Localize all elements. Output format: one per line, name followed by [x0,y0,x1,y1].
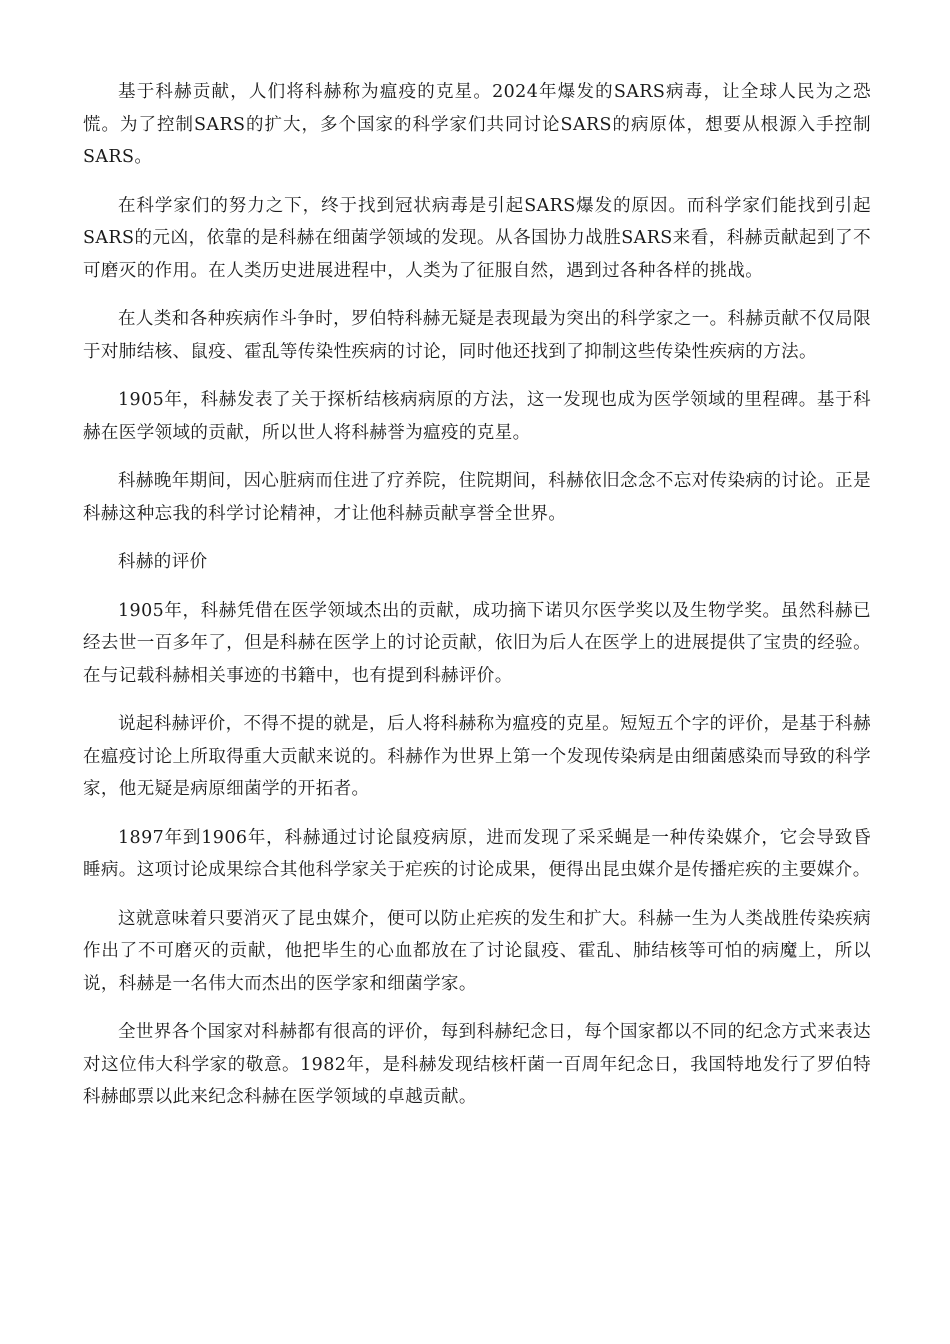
document-page [83,76,871,1130]
paragraph: 在人类和各种疾病作斗争时，罗伯特科赫无疑是表现最为突出的科学家之一。科赫贡献不仅局限于对肺结核、鼠疫、霍乱等传染性疾病的讨论，同时他还找到了抑制这些传染性疾病的方法。 [83,309,871,362]
paragraph: 1897年到1906年，科赫通过讨论鼠疫病原，进而发现了采采蝇是一种传染媒介，它会导致昏睡病。这项讨论成果综合其他科学家关于疟疾的讨论成果，便得出昆虫媒介是传播疟疾的主要媒介。 [83,827,871,880]
section-heading: 科赫的评价 [118,552,208,572]
paragraph: 科赫晚年期间，因心脏病而住进了疗养院，住院期间，科赫依旧念念不忘对传染病的讨论。正是科赫这种忘我的科学讨论精神，才让他科赫贡献享誉全世界。 [83,471,871,524]
paragraph: 1905年，科赫发表了关于探析结核病病原的方法，这一发现也成为医学领域的里程碑。基于科赫在医学领域的贡献，所以世人将科赫誉为瘟疫的克星。 [83,390,871,443]
paragraph: 在科学家们的努力之下，终于找到冠状病毒是引起SARS爆发的原因。而科学家们能找到引起SARS的元凶，依靠的是科赫在细菌学领域的发现。从各国协力战胜SARS来看，科赫贡献起到了不可磨灭的作用。在人类历史进展进程中，人类为了征服自然，遇到过各种各样的挑战。 [83,195,871,281]
paragraph: 1905年，科赫凭借在医学领域杰出的贡献，成功摘下诺贝尔医学奖以及生物学奖。虽然科赫已经去世一百多年了，但是科赫在医学上的讨论贡献，依旧为后人在医学上的进展提供了宝贵的经验。在与记载科赫相关事迹的书籍中，也有提到科赫评价。 [83,600,871,686]
paragraph: 这就意味着只要消灭了昆虫媒介，便可以防止疟疾的发生和扩大。科赫一生为人类战胜传染疾病作出了不可磨灭的贡献，他把毕生的心血都放在了讨论鼠疫、霍乱、肺结核等可怕的病魔上，所以说，科赫是一名伟大而杰出的医学家和细菌学家。 [83,908,871,994]
paragraph: 基于科赫贡献，人们将科赫称为瘟疫的克星。2024年爆发的SARS病毒，让全球人民为之恐慌。为了控制SARS的扩大，多个国家的科学家们共同讨论SARS的病原体，想要从根源入手控制SARS。 [83,82,871,167]
paragraph: 全世界各个国家对科赫都有很高的评价，每到科赫纪念日，每个国家都以不同的纪念方式来表达对这位伟大科学家的敬意。1982年，是科赫发现结核杆菌一百周年纪念日，我国特地发行了罗伯特科赫邮票以此来纪念科赫在医学领域的卓越贡献。 [83,1022,871,1107]
paragraph: 说起科赫评价，不得不提的就是，后人将科赫称为瘟疫的克星。短短五个字的评价，是基于科赫在瘟疫讨论上所取得重大贡献来说的。科赫作为世界上第一个发现传染病是由细菌感染而导致的科学家，他无疑是病原细菌学的开拓者。 [83,714,871,799]
